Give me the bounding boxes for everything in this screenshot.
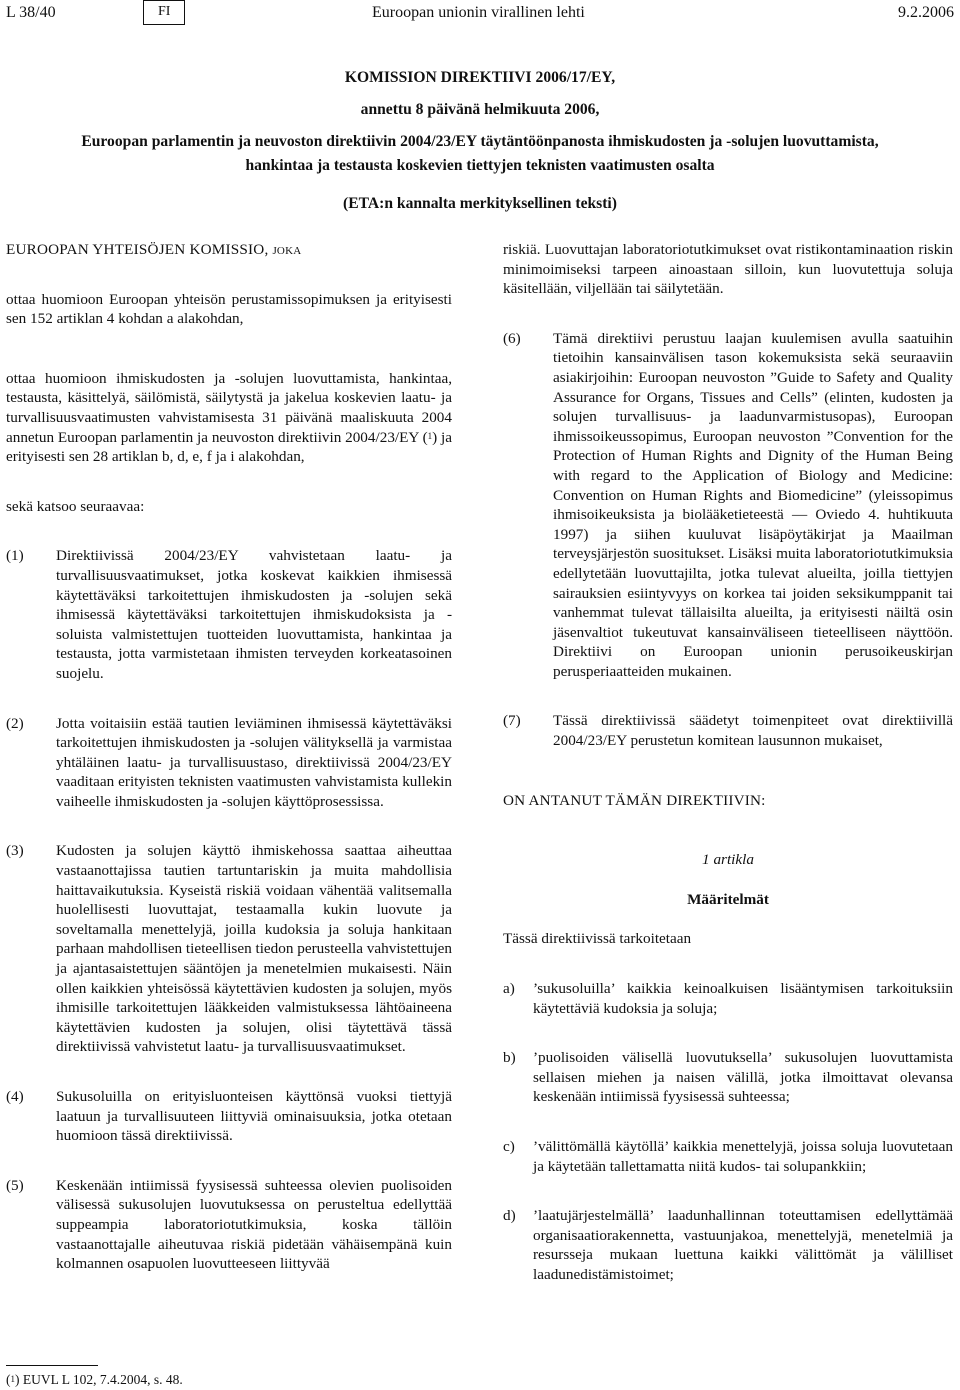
definition-letter: b): [503, 1049, 516, 1067]
page-number: L 38/40: [6, 4, 56, 21]
eea-relevance: (ETA:n kannalta merkityksellinen teksti): [343, 195, 617, 212]
right-column: [503, 240, 953, 1285]
definition-item: [503, 1137, 953, 1176]
recital-text: Jotta voitaisiin estää tautien leviäminen ihmisessä käytettäväksi tarkoitettujen ihmiskudosten ja -solujen välityksellä ja varmistaa yhtäläinen laatu- ja turvallisuustaso, direktiivissä 2004/23/EY vaaditaan erityisten teknisten vaatimusten vahvistamista kullekin vaiheelle ihmiskudosten ja -solujen käyttöprosessissa.: [56, 714, 452, 810]
recital-number: (3): [6, 842, 24, 860]
footnote-ref: 1: [427, 430, 433, 441]
recital: [503, 329, 953, 682]
article-title: Määritelmät: [687, 890, 769, 908]
commission-heading: EUROOPAN YHTEISÖJEN KOMISSIO, joka: [6, 241, 302, 258]
recital-continuation: riskiä. Luovuttajan laboratoriotutkimukset ovat ristikontaminaation riskin minimoimiseksi tarpeen ainoastaan silloin, kun luovutettuja soluja käsitellään, viljellään tai säilytetään.: [503, 241, 953, 298]
journal-title: Euroopan unionin virallinen lehti: [372, 4, 585, 21]
recital-number: (6): [503, 329, 521, 347]
footnote-text: EUVL L 102, 7.4.2004, s. 48.: [22, 1372, 183, 1387]
recital-text: Kudosten ja solujen käyttö ihmiskehossa saattaa aiheuttaa vastaanottajissa tautien tartuntariskin ja muita mahdollisia haittavaikutuksia. Kyseistä riskiä voidaan vähentää valitsemalla huolellisesti luovuttajat, testaamalla kukin luovute ja soveltamalla menettelyjä, joilla kudoksia ja soluja hankitaan parhaan mahdollisen tieteellisen tiedon perusteella vahvistettujen ja ajantasaistettujen sääntöjen ja menetelmien mukaisesti. Näin ollen kaikkien yhteisössä käytettävien kudosten ja solujen, myös ihmisille tarkoitettujen lääkkeiden valmistuksessa lähtöaineena käytettävien kudosten ja solujen, olisi täytettävä tässä direktiivissä vahvistetut laatu- ja turvallisuusvaatimukset.: [56, 842, 453, 1056]
definition-item: [503, 1048, 953, 1107]
article-number: 1 artikla: [702, 851, 754, 869]
language-badge: FI: [143, 0, 185, 25]
footnote-divider: [6, 1365, 98, 1366]
whereas-intro: sekä katsoo seuraavaa:: [6, 497, 145, 515]
recital-number: (5): [6, 1176, 24, 1194]
title-line-1: KOMISSION DIREKTIIVI 2006/17/EY,: [344, 69, 616, 86]
page-header: [6, 0, 954, 26]
recital-text: Tässä direktiivissä säädetyt toimenpiteet ovat direktiivillä 2004/23/EY perustetun komitean lausunnon mukaiset,: [553, 712, 953, 750]
footnote-mark: 1: [10, 1374, 15, 1384]
definition-letter: c): [503, 1138, 515, 1155]
recital-number: (4): [6, 1088, 24, 1105]
left-column: [6, 240, 452, 1274]
footnote: ($^1$) EUVL L 102, 7.4.2004, s. 48.: [6, 1372, 183, 1387]
recital-number: (1): [6, 547, 24, 565]
recital: [6, 1087, 452, 1146]
definition-item: [503, 979, 953, 1018]
recital-text: Sukusoluilla on erityisluonteisen käyttönsä vuoksi tiettyjä laatuun ja turvallisuuteen liittyviä ominaisuuksia, jotka otetaan huomioon tässä direktiivissä.: [56, 1088, 452, 1145]
definition-letter: d): [503, 1207, 516, 1225]
document-title: [60, 66, 900, 216]
citation-2: ottaa huomioon ihmiskudosten ja -solujen luovuttamista, hankintaa, testausta, käsittelyä, säilömistä, säilytystä ja jakelua koskevien laatu- ja turvallisuusvaatimusten vahvistamisesta 31 päivänä maaliskuuta 2004 annetun Euroopan parlamentin ja neuvoston direktiivin 2004/23/EY ($^1$) ja erityisesti sen 28 artiklan b, d, e, f ja i alakohdan,: [6, 369, 452, 466]
recital: [6, 546, 452, 683]
definition-text: ’laatujärjestelmällä’ laadunhallinnan toteuttamisen edellyttämää organisaatiorakennetta, vastuunjakoa, menettelyjä, menetelmiä ja resursseja mukaan luettuna kaikki välittömät ja välilliset laadunedistämistoimet;: [533, 1207, 953, 1283]
definition-text: ’puolisoiden välisellä luovutuksella’ sukusolujen luovuttamista sellaisen miehen ja naisen välillä, jotka ilmoittavat olevansa keskenään intiimissä fyysisessä suhteessa;: [533, 1049, 953, 1106]
recital-text: Tämä direktiivi perustuu laajan kuulemisen avulla saatuihin tietoihin kansainvälisen tason kokemuksista sekä seuraaviin asiakirjoihin: Euroopan neuvoston ”Guide to Safety and Quality Assurance for Organs, Tissues and Cells” (elinten, kudosten ja solujen turvallisuus- ja laadunvarmistusopas), Euroopan ihmissoikeussopimus, Euroopan neuvoston ”Convention for the Protection of Human Rights and Dignity of the Human Being with regard to the Application of Biology and Medicine: Convention on Human Rights and Biomedicine” (yleissopimus ihmisoikeuksista ja biolääketieteestä — Oviedo 4. huhtikuuta 1997) ja siihen kuuluvat lisäpöytäkirjat ja Maailman terveysjärjestön suositukset. Lisäksi muita laboratoriotutkimuksia edellytetään luovuttajilta, jotka tulevat alueilta, joilla tiettyjen sairauksien esiintyvyys on korkea tai joiden seksikumppanit tai vanhemmat tulevat tällaisilta alueilta, ja erityisesti näiltä osin jäsenvaltiot tukeutuvat kansainväliseen tieteelliseen näyttöön. Direktiivi on Euroopan unionin perusoikeuskirjan perusperiaatteiden mukainen.: [553, 329, 953, 680]
recital-text: Direktiivissä 2004/23/EY vahvistetaan laatu- ja turvallisuusvaatimukset, jotka koskevat kaikkien ihmisessä käytettäväksi tarkoitettujen ihmiskudosten ja -solujen sekä ihmisessä käytettäväksi tarkoitettujen ihmiskudoksista ja -soluista valmistettujen tuotteiden luovuttamista, hankintaa ja testausta, jotta varmistetaan ihmisten terveyden korkeatasoinen suojelu.: [56, 547, 452, 682]
recital-number: (7): [503, 712, 521, 730]
recital-text: Keskenään intiimissä fyysisessä suhteessa olevien puolisoiden välisessä sukusolujen luovutuksessa on perusteltua edellyttää suppeampia laboratoriotutkimuksia, koska tällöin vastaanottajalle aiheutuvaa riskiä pidetään vähäisempänä kuin kolmannen osapuolen luovutteeseen liittyvää: [56, 1176, 452, 1273]
definition-item: [503, 1206, 953, 1284]
article-intro: Tässä direktiivissä tarkoitetaan: [503, 930, 692, 948]
recital: [503, 711, 953, 750]
recital: [6, 1176, 452, 1274]
publication-date: 9.2.2006: [898, 4, 954, 21]
definition-text: ’sukusoluilla’ kaikkia keinoalkuisen lisääntymisen tarkoituksiin käytettäviä kudoksia ja soluja;: [533, 980, 953, 1017]
title-line-3: Euroopan parlamentin ja neuvoston direktiivin 2004/23/EY täytäntöönpanosta ihmiskudosten ja -solujen luovuttamista, hankintaa ja testausta koskevien tiettyjen teknisten vaatimusten osalta: [81, 133, 879, 174]
recital: [6, 714, 452, 812]
citation-1: ottaa huomioon Euroopan yhteisön perustamissopimuksen ja erityisesti sen 152 artiklan 4 kohdan a alakohdan,: [6, 290, 452, 328]
recital-number: (2): [6, 714, 24, 732]
definition-letter: a): [503, 980, 515, 998]
adoption-formula: ON ANTANUT TÄMÄN DIREKTIIVIN:: [503, 791, 766, 809]
title-line-2: annettu 8 päivänä helmikuuta 2006,: [360, 101, 600, 118]
definition-text: ’välittömällä käytöllä’ kaikkia menettelyjä, joissa soluja luovutetaan ja käytetään tallettamatta niitä kudos- tai solupankkiin;: [533, 1138, 953, 1175]
recital: [6, 841, 452, 1057]
